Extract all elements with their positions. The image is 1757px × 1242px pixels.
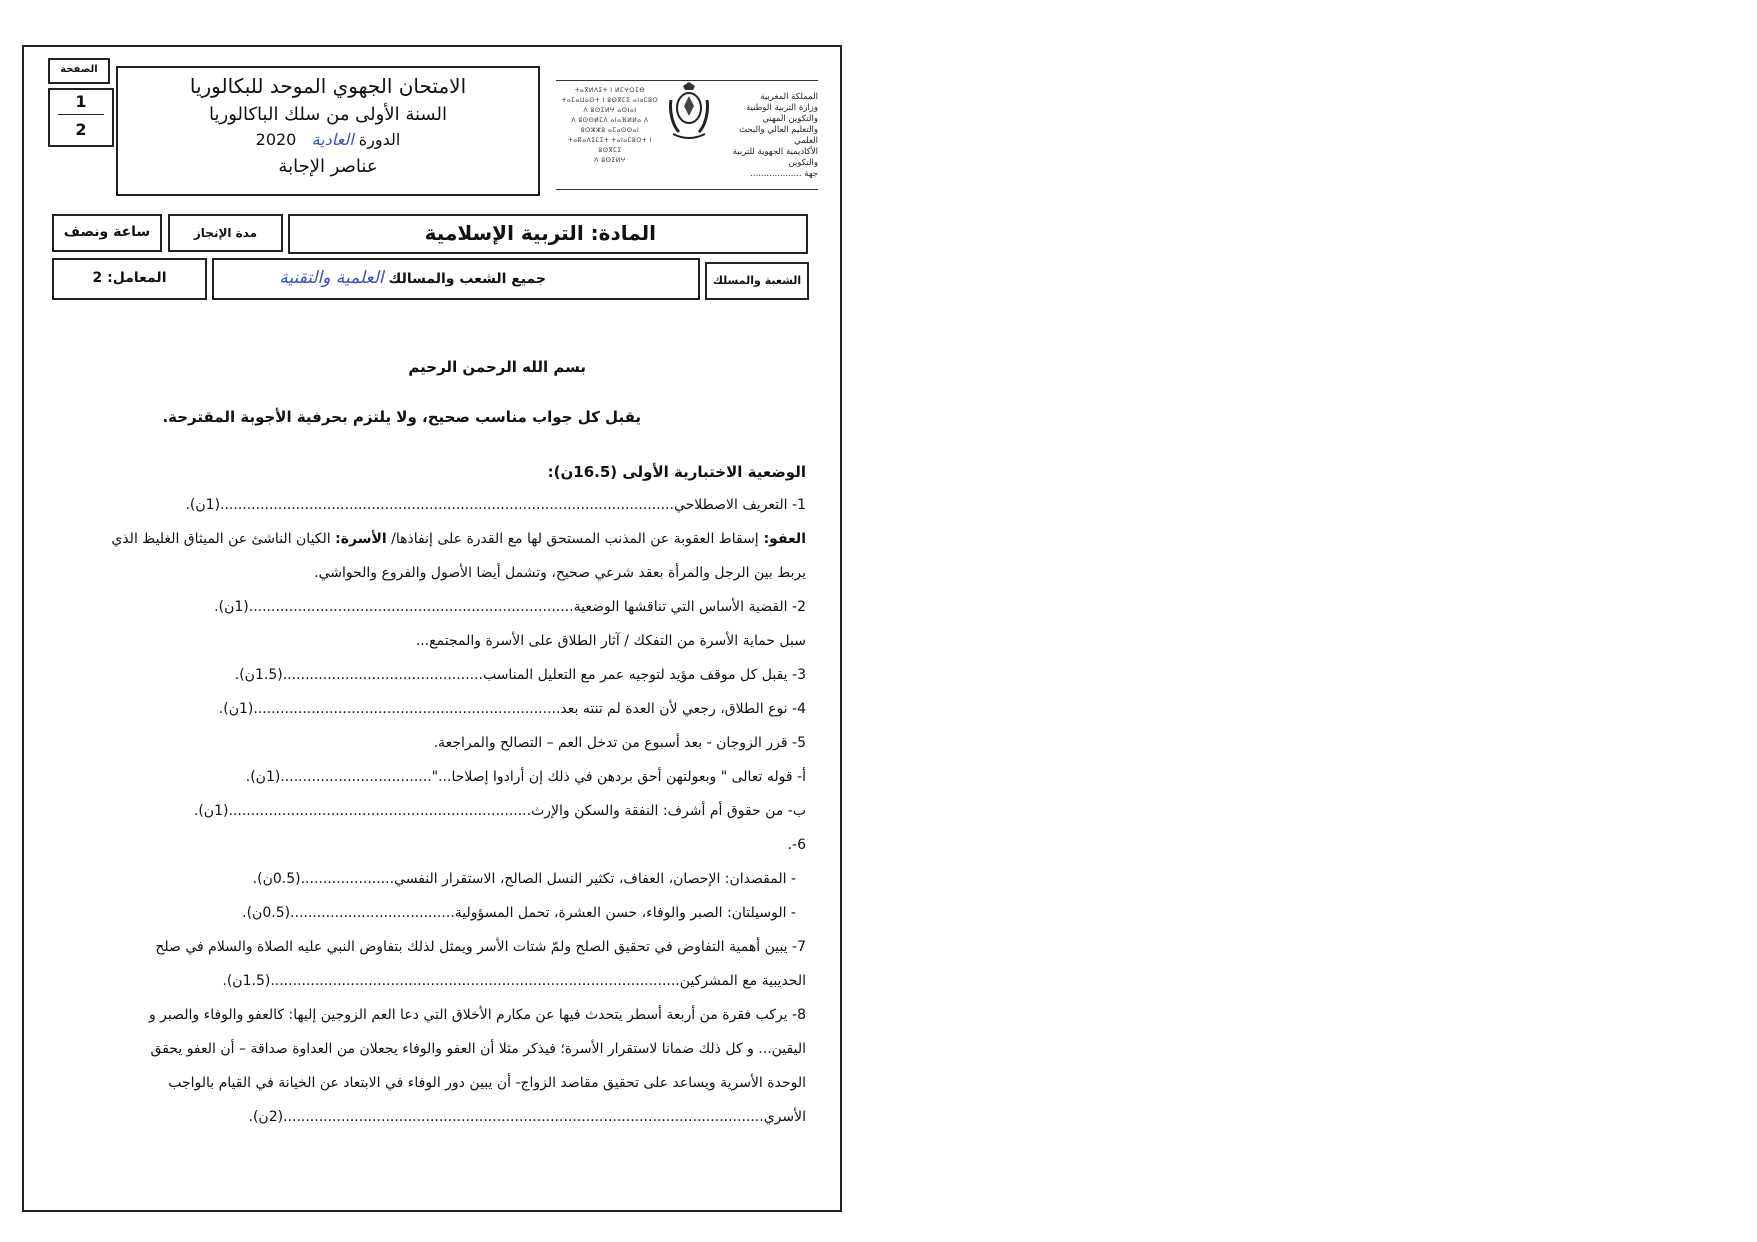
exam-title-box bbox=[116, 66, 540, 196]
subject-row bbox=[288, 214, 808, 254]
subject-label: المادة: bbox=[590, 221, 656, 245]
term-pardon: العفو: bbox=[758, 531, 806, 547]
definition-family: الكيان الناشئ عن الميثاق الغليظ الذي bbox=[111, 531, 336, 547]
tifinagh-line: ⴷ ⵓⵙⵙⵍⵎⴷ ⴰⵏⴰⴼⵍⵍⴰ ⴷ ⵓⵔⵣⵣⵓ ⴰⵎⴰⵙⵙⴰⵏ bbox=[571, 117, 649, 134]
session-handwritten: العادية bbox=[311, 130, 354, 149]
header-rule-top bbox=[556, 80, 818, 81]
ministry-header bbox=[718, 92, 818, 180]
ministry-line: وزارة التربية الوطنية bbox=[745, 103, 818, 113]
header-rule-bottom bbox=[556, 189, 818, 190]
exam-session bbox=[118, 130, 538, 149]
answer-line: 2- القضية الأساس التي تناقشها الوضعية.........................................................................(1ن). bbox=[214, 599, 806, 615]
answer-line: 3- يقبل كل موقف مؤيد لتوجيه عمر مع التعليل المناسب.............................................(1.5ن). bbox=[234, 667, 806, 683]
tifinagh-line: ⴷ ⵓⵙⵉⵍⵖ ⴰⵙⵏⴰⵏ bbox=[583, 107, 637, 114]
answer-line: الحديبية مع المشركين............................................................................................(1.5ن). bbox=[222, 973, 806, 989]
page-number-box bbox=[48, 88, 114, 147]
answer-line: اليقين... و كل ذلك ضمانا لاستقرار الأسرة؛ فيذكر مثلا أن العفو والوفاء يجعلان من العداوة صداقة – أن العفو يحقق bbox=[150, 1041, 806, 1057]
answer-line: 8- يركب فقرة من أربعة أسطر يتحدث فيها عن مكارم الأخلاق التي دعا العم الزوجين إليها: كالعفو والوفاء والصبر و bbox=[148, 1007, 806, 1023]
section-title: الوضعية الاختبارية الأولى (16.5ن): bbox=[547, 463, 806, 481]
branch-handwritten: العلمية والتقنية bbox=[279, 268, 384, 288]
page-label: الصفحة bbox=[48, 58, 110, 84]
exam-title: الامتحان الجهوي الموحد للبكالوريا bbox=[189, 74, 467, 98]
answer-key-title: عناصر الإجابة bbox=[278, 156, 378, 177]
answer-line: - الوسيلتان: الصبر والوفاء، حسن العشرة، تحمل المسؤولية.....................................(0.5ن). bbox=[242, 905, 796, 921]
ministry-line: والتعليم العالي والبحث العلمي bbox=[739, 125, 818, 146]
answer-line: ب- من حقوق أم أشرف: النفقة والسكن والإرث....................................................................(1ن). bbox=[193, 803, 806, 819]
duration-value: ساعة ونصف bbox=[52, 214, 162, 252]
coefficient: المعامل: 2 bbox=[52, 258, 207, 300]
branch-row bbox=[212, 258, 700, 300]
ministry-line: المملكة المغربية bbox=[760, 92, 818, 102]
tifinagh-header bbox=[560, 86, 660, 166]
answer-line: يربط بين الرجل والمرأة بعقد شرعي صحيح، وتشمل أيضا الأصول والفروع والحواشي. bbox=[314, 565, 806, 581]
answer-line: - المقصدان: الإحصان، العفاف، تكثير النسل الصالح، الاستقرار النفسي.....................(0.5ن). bbox=[252, 871, 796, 887]
answer-line: 6-. bbox=[787, 837, 806, 853]
duration-label: مدة الإنجاز bbox=[168, 214, 283, 252]
ministry-line: جهة ................... bbox=[750, 169, 818, 179]
tifinagh-line: ⵜⴰⴳⵍⴷⵉⵜ ⵏ ⵍⵎⵖⵔⵉⴱ bbox=[574, 87, 646, 94]
page-total: 2 bbox=[75, 120, 87, 139]
basmala: بسم الله الرحمن الرحيم bbox=[408, 358, 586, 376]
branch-label: الشعبة والمسلك bbox=[705, 262, 809, 300]
session-label: الدورة bbox=[358, 130, 401, 149]
tifinagh-line: ⵜⴰⵎⴰⵡⴰⵙⵜ ⵏ ⵓⵙⴳⵎⵉ ⴰⵏⴰⵎⵓⵔ bbox=[561, 97, 659, 104]
session-year: 2020 bbox=[255, 130, 297, 149]
branch-printed: جميع الشعب والمسالك bbox=[388, 271, 546, 287]
definition-pardon: إسقاط العقوبة عن المذنب المستحق لها مع القدرة على إنفاذها/ bbox=[386, 531, 759, 547]
answer-line: 7- يبين أهمية التفاوض في تحقيق الصلح ولمّ شتات الأسر ويمثل لذلك بتفاوض النبي عليه الصلاة والسلام في صلح bbox=[155, 939, 806, 955]
exam-level: السنة الأولى من سلك الباكالوريا bbox=[209, 104, 447, 125]
answer-line: 4- نوع الطلاق، رجعي لأن العدة لم تنته بعد.....................................................................(1ن). bbox=[218, 701, 806, 717]
answer-line: الأسري............................................................................................................(2ن). bbox=[248, 1109, 806, 1125]
answer-line: 5- قرر الزوجان - بعد أسبوع من تدخل العم – التصالح والمراجعة. bbox=[433, 735, 806, 751]
moroccan-emblem-icon bbox=[667, 82, 711, 144]
answer-line: سبل حماية الأسرة من التفكك / آثار الطلاق على الأسرة والمجتمع... bbox=[415, 633, 806, 649]
ministry-line: الأكاديمية الجهوية للتربية والتكوين bbox=[732, 147, 818, 168]
answer-body bbox=[52, 350, 806, 1150]
subject-name: التربية الإسلامية bbox=[424, 221, 584, 245]
page-current: 1 bbox=[75, 92, 87, 111]
answer-line: الوحدة الأسرية ويساعد على تحقيق مقاصد الزواج- أن يبين دور الوفاء في الابتعاد عن الخيانة في القيام بالواجب bbox=[168, 1075, 806, 1091]
term-family: الأسرة: bbox=[335, 531, 387, 547]
answer-line bbox=[111, 522, 806, 556]
tifinagh-line: ⴷ ⵓⵙⵉⵍⵖ bbox=[594, 157, 626, 164]
general-note: يقبل كل جواب مناسب صحيح، ولا يلتزم بحرفية الأجوبة المقترحة. bbox=[162, 408, 641, 426]
answer-line: أ- قوله تعالى " وبعولتهن أحق بردهن في ذلك إن أرادوا إصلاحا..."..................................(1ن). bbox=[245, 769, 806, 785]
tifinagh-line: ⵜⴰⴽⴰⴷⵉⵎⵉⵜ ⵜⴰⵏⴰⵎⵓⵔⵜ ⵏ ⵓⵙⴳⵎⵉ bbox=[568, 137, 652, 154]
answer-line: 1- التعريف الاصطلاحي......................................................................................................(1ن). bbox=[185, 497, 806, 513]
ministry-line: والتكوين المهني bbox=[762, 114, 818, 124]
